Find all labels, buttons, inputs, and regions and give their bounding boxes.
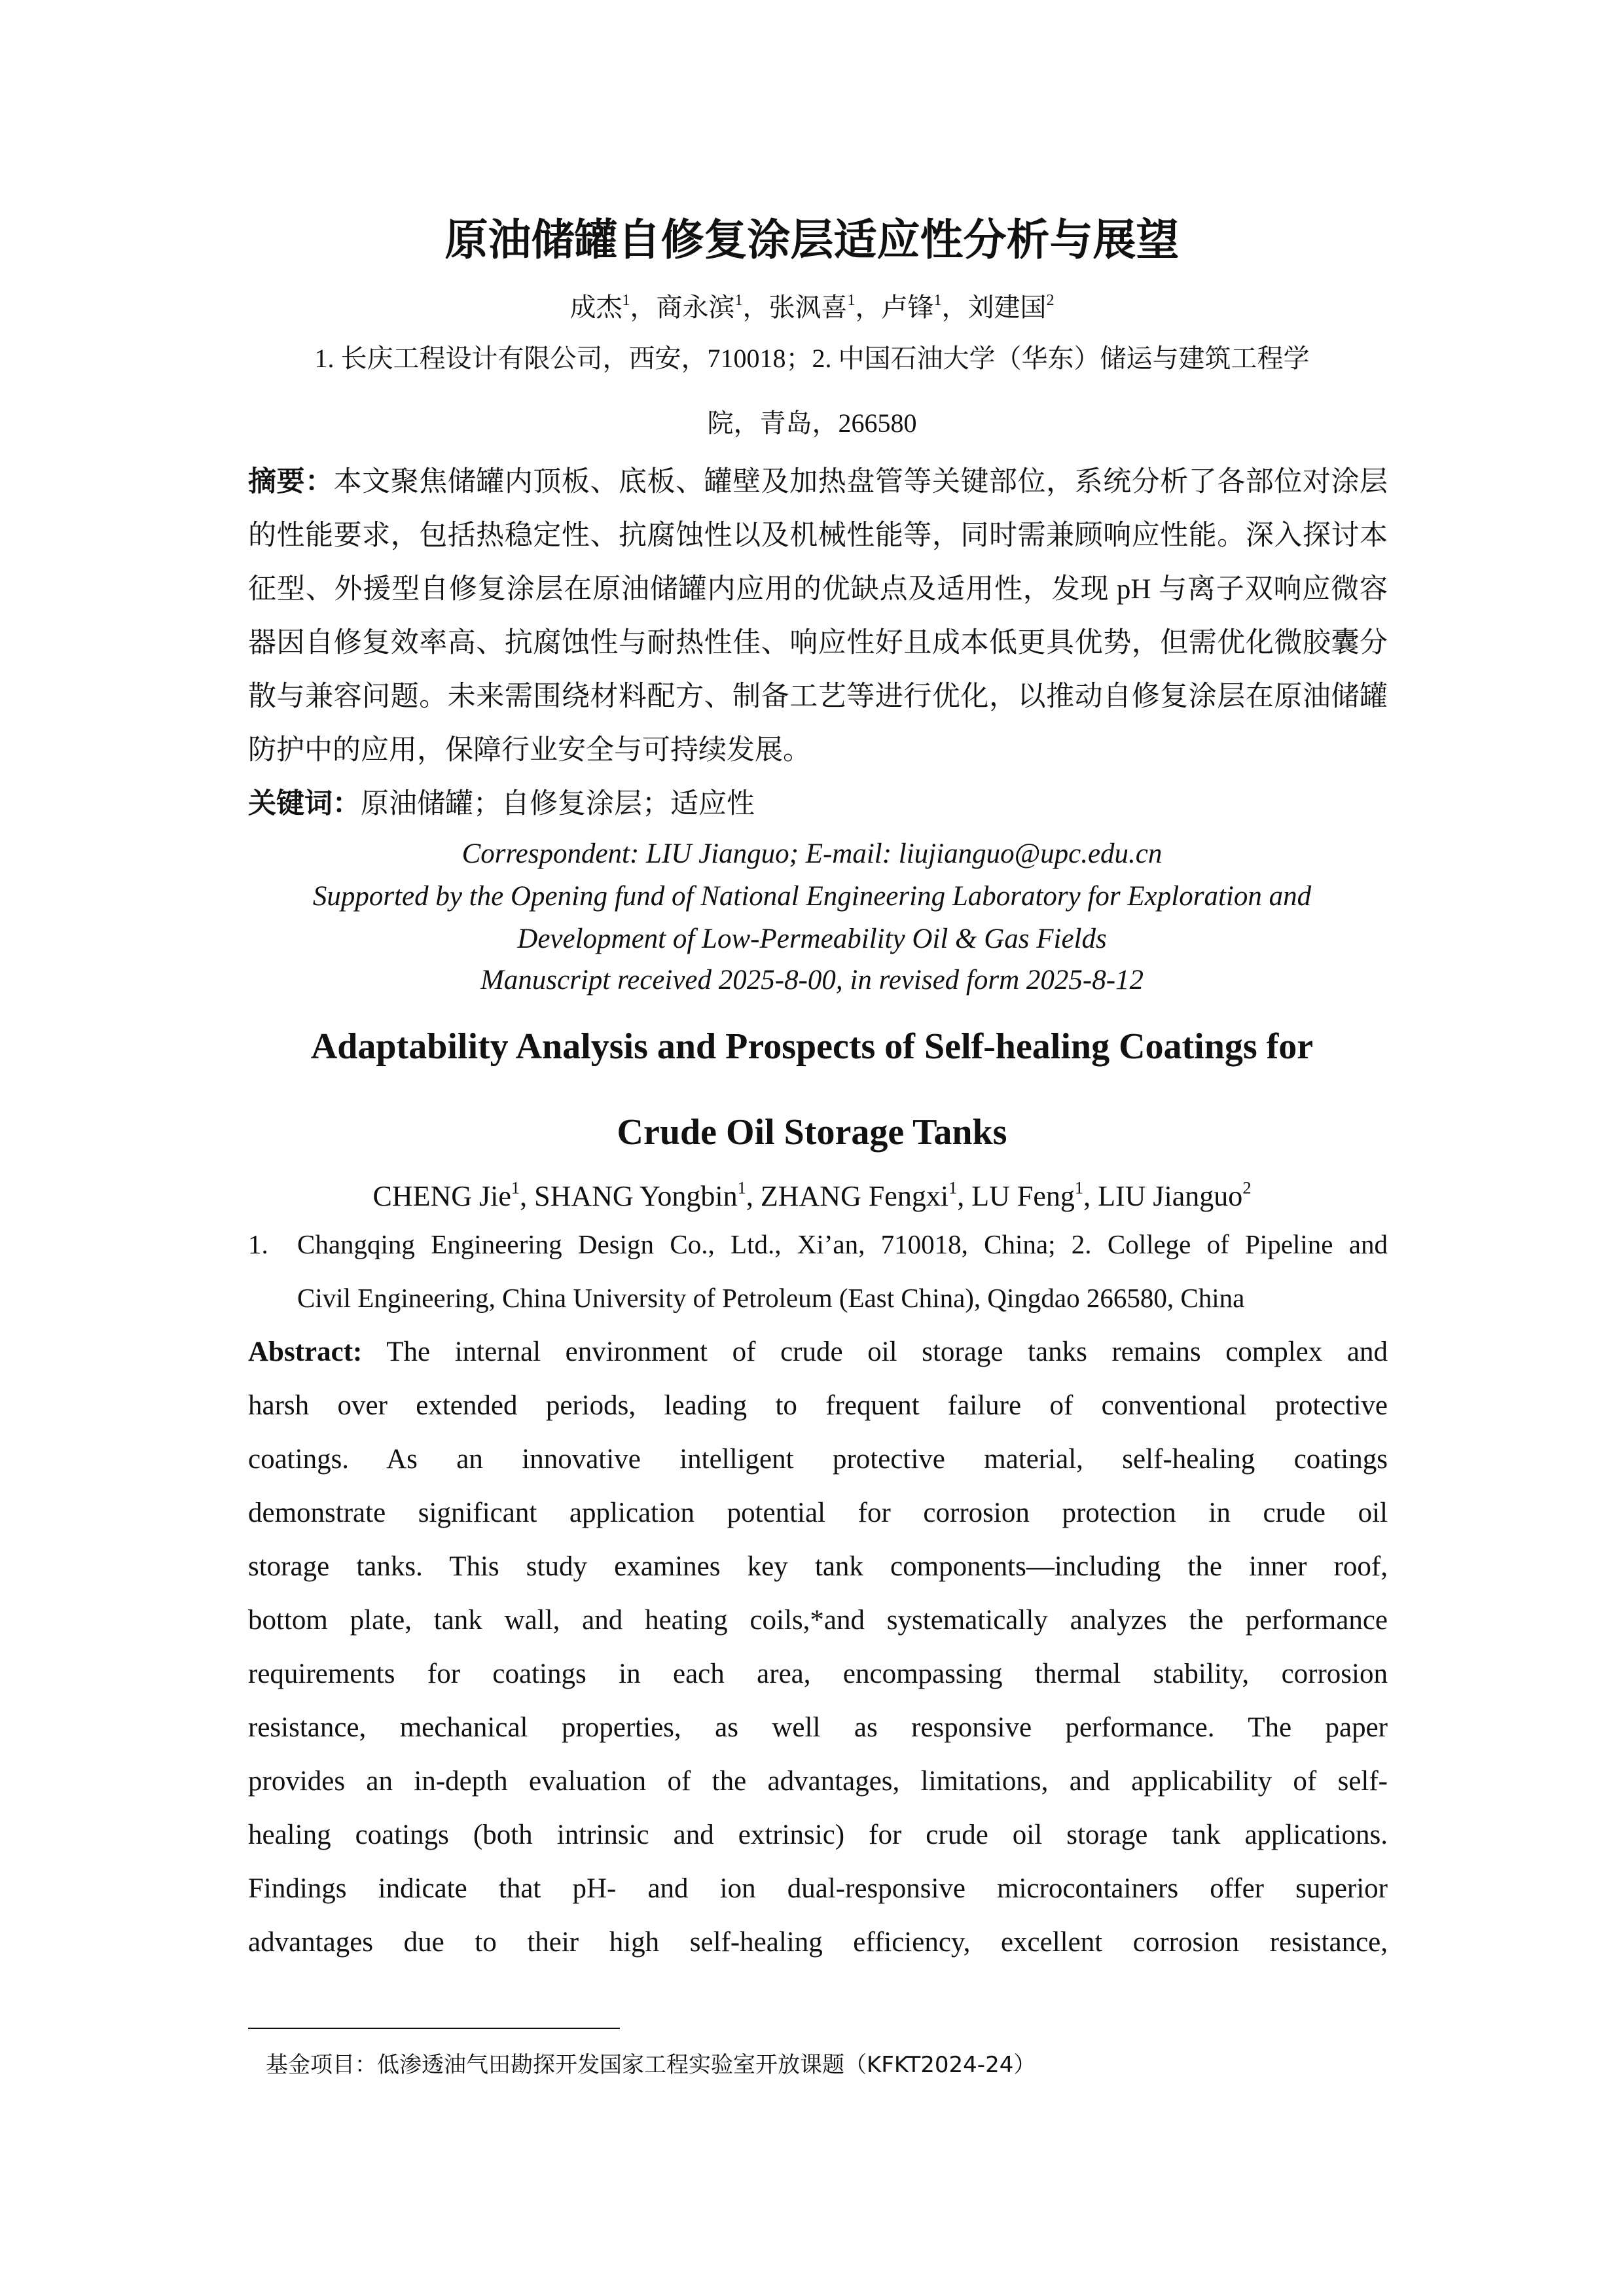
abstract-text: The internal environment of crude oil storage tanks remains complex and <box>362 1336 1388 1367</box>
author-affiliation-mark: 1 <box>737 1177 746 1198</box>
abstract-line: provides an in-depth evaluation of the advantages, limitations, and applicability of self- <box>248 1766 1388 1797</box>
correspondent-line: Correspondent: LIU Jianguo; E-mail: liujianguo@upc.edu.cn <box>461 838 1163 869</box>
abstract-label: Abstract: <box>248 1336 363 1367</box>
abstract-line <box>248 456 1388 509</box>
author-name: 商永滨 <box>656 293 735 322</box>
author-separator: ， <box>742 293 769 322</box>
author-affiliation-mark: 2 <box>1046 292 1055 310</box>
author-affiliation-mark: 1 <box>948 1177 958 1198</box>
keywords <box>248 778 1388 831</box>
affiliation-line: Civil Engineering, China University of Petroleum (East China), Qingdao 266580, China <box>297 1283 1245 1313</box>
author-name: CHENG Jie <box>372 1180 511 1212</box>
author-name: LIU Jianguo <box>1098 1180 1243 1212</box>
author-separator: , <box>1083 1180 1098 1212</box>
chinese-authors <box>0 291 1624 324</box>
abstract-line: resistance, mechanical properties, as well as responsive performance. The paper <box>248 1712 1388 1743</box>
author-affiliation-mark: 1 <box>622 292 630 310</box>
manuscript-dates: Manuscript received 2025-8-00, in revised form 2025-8-12 <box>480 965 1144 996</box>
author-separator: ， <box>855 293 882 322</box>
author-separator: ， <box>941 293 968 322</box>
author-affiliation-mark: 1 <box>933 292 942 310</box>
abstract-line: bottom plate, tank wall, and heating coils,*and systematically analyzes the performance <box>248 1605 1388 1636</box>
english-affiliation <box>248 1217 1388 1325</box>
author-name: 张沨喜 <box>768 293 848 322</box>
chinese-affiliation-line-1: 1. 长庆工程设计有限公司，西安，710018；2. 中国石油大学（华东）储运与建筑工程学 <box>314 344 1310 373</box>
footnote-divider <box>248 2028 620 2029</box>
keywords-label: 关键词： <box>248 789 361 819</box>
abstract-line: demonstrate significant application potential for corrosion protection in crude oil <box>248 1498 1388 1528</box>
funding-line-1: Supported by the Opening fund of National Engineering Laboratory for Exploration and <box>312 881 1312 912</box>
footnote-funding: 基金项目：低渗透油气田勘探开发国家工程实验室开放课题（KFKT2024-24） <box>266 2052 1036 2078</box>
abstract-line: requirements for coatings in each area, encompassing thermal stability, corrosion <box>248 1659 1388 1689</box>
abstract-line: 的性能要求，包括热稳定性、抗腐蚀性以及机械性能等，同时需兼顾响应性能。深入探讨本 <box>248 520 1388 551</box>
abstract-line: harsh over extended periods, leading to frequent failure of conventional protective <box>248 1390 1388 1421</box>
chinese-affiliation-line-2: 院，青岛，266580 <box>707 408 917 438</box>
author-name: SHANG Yongbin <box>534 1180 738 1212</box>
author-name: 刘建国 <box>967 293 1047 322</box>
english-title-line-2: Crude Oil Storage Tanks <box>617 1112 1007 1153</box>
author-separator: , <box>746 1180 761 1212</box>
author-separator: , <box>957 1180 972 1212</box>
english-abstract <box>248 1325 1388 1969</box>
abstract-line: Findings indicate that pH- and ion dual-responsive microcontainers offer superior <box>248 1873 1388 1904</box>
author-affiliation-mark: 1 <box>734 292 743 310</box>
abstract-line: coatings. As an innovative intelligent protective material, self-healing coatings <box>248 1444 1388 1475</box>
author-name: LU Feng <box>971 1180 1075 1212</box>
abstract-line: 散与兼容问题。未来需围绕材料配方、制备工艺等进行优化，以推动自修复涂层在原油储罐 <box>248 681 1388 712</box>
abstract-text: 本文聚焦储罐内顶板、底板、罐壁及加热盘管等关键部位，系统分析了各部位对涂层 <box>333 467 1388 497</box>
author-affiliation-mark: 1 <box>847 292 856 310</box>
abstract-line <box>248 1325 1388 1379</box>
abstract-line: 器因自修复效率高、抗腐蚀性与耐热性佳、响应性好且成本低更具优势，但需优化微胶囊分 <box>248 628 1388 658</box>
abstract-label: 摘要： <box>248 467 334 497</box>
abstract-line: healing coatings (both intrinsic and extrinsic) for crude oil storage tank applications. <box>248 1820 1388 1850</box>
funding-line-2: Development of Low-Permeability Oil & Gas Fields <box>517 924 1107 954</box>
english-title-line-1: Adaptability Analysis and Prospects of Self-healing Coatings for <box>310 1026 1314 1067</box>
english-authors <box>0 1178 1624 1215</box>
chinese-abstract <box>248 456 1388 831</box>
chinese-title: 原油储罐自修复涂层适应性分析与展望 <box>444 217 1180 264</box>
affiliation-number: 1. <box>248 1229 268 1259</box>
abstract-line: 征型、外援型自修复涂层在原油储罐内应用的优缺点及适用性，发现 pH 与离子双响应微容 <box>248 574 1388 605</box>
author-name: 成杰 <box>569 293 623 322</box>
abstract-line: 防护中的应用，保障行业安全与可持续发展。 <box>248 735 811 766</box>
author-name: ZHANG Fengxi <box>760 1180 949 1212</box>
keywords-text: 原油储罐；自修复涂层；适应性 <box>361 789 755 819</box>
author-name: 卢锋 <box>881 293 934 322</box>
author-separator: , <box>520 1180 535 1212</box>
abstract-line: advantages due to their high self-healing efficiency, excellent corrosion resistance, <box>248 1927 1388 1958</box>
affiliation-text: Changqing Engineering Design Co., Ltd., Xi’an, 710018, China; 2. College of Pipeline and <box>297 1229 1388 1259</box>
author-separator: ， <box>630 293 657 322</box>
author-affiliation-mark: 1 <box>511 1177 520 1198</box>
author-affiliation-mark: 1 <box>1074 1177 1084 1198</box>
affiliation-line <box>248 1217 1388 1271</box>
abstract-line: storage tanks. This study examines key tank components—including the inner roof, <box>248 1551 1388 1582</box>
author-affiliation-mark: 2 <box>1242 1177 1252 1198</box>
